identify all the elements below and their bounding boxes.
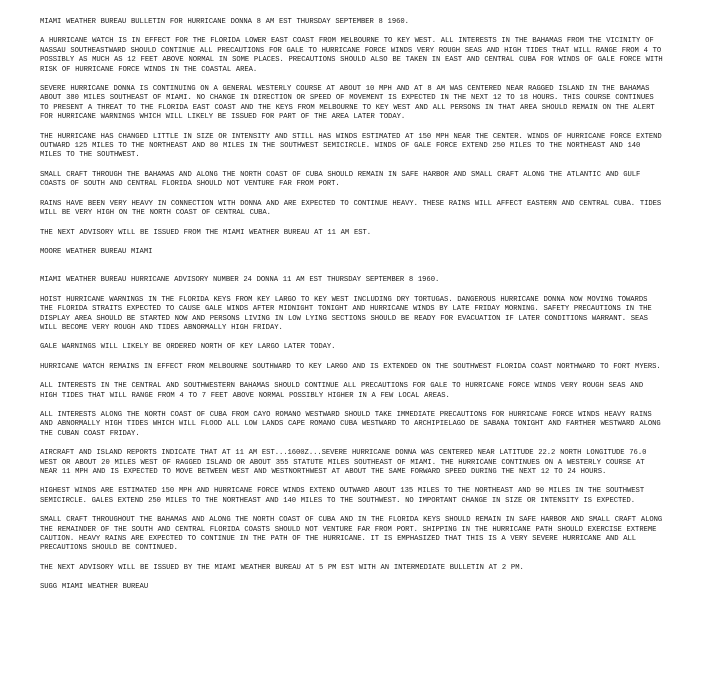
bulletin-8am-paragraph-1: A HURRICANE WATCH IS IN EFFECT FOR THE FLORIDA LOWER EAST COAST FROM MELBOURNE TO KEY WEST. ALL INTERESTS IN THE BAHAMAS FROM THE VICINITY OF NASSAU SOUTHEASTWARD SHOULD CONTINUE ALL PRECAUTIONS FOR GALE TO HURRICANE FORCE WINDS VERY ROUGH SEAS AND HIGH TIDES THAT WILL RANGE FROM 4 TO POSSIBLY AS MUCH AS 12 FEET ABOVE NORMAL IN SOME PLACES. PRECAUTIONS SHOULD ALSO BE TAKEN IN EAST AND CENTRAL CUBA FOR WINDS OF GALE FORCE WITH RISK OF HURRICANE FORCE WINDS IN THE COASTAL AREA. bbox=[40, 37, 663, 74]
advisory-24-signoff: SUGG MIAMI WEATHER BUREAU bbox=[40, 583, 149, 592]
advisory-24-paragraph-3: HURRICANE WATCH REMAINS IN EFFECT FROM MELBOURNE SOUTHWARD TO KEY LARGO AND IS EXTENDED ON THE SOUTHWEST FLORIDA COAST NORTHWARD TO FORT MYERS. bbox=[40, 362, 661, 371]
bulletin-8am-signoff: MOORE WEATHER BUREAU MIAMI bbox=[40, 247, 153, 256]
advisory-24-header: MIAMI WEATHER BUREAU HURRICANE ADVISORY NUMBER 24 DONNA 11 AM EST THURSDAY SEPTEMBER 8 1960. bbox=[40, 276, 440, 285]
bulletin-8am-paragraph-6: THE NEXT ADVISORY WILL BE ISSUED FROM THE MIAMI WEATHER BUREAU AT 11 AM EST. bbox=[40, 228, 372, 237]
bulletin-8am bbox=[40, 18, 664, 257]
advisory-24-paragraph-6: AIRCRAFT AND ISLAND REPORTS INDICATE THAT AT 11 AM EST...1600Z...SEVERE HURRICANE DONNA WAS CENTERED NEAR LATITUDE 22.2 NORTH LONGITUDE 76.0 WEST OR ABOUT 20 MILES WEST OF RAGGED ISLAND OR ABOUT 355 STATUTE MILES SOUTHEAST OF MIAMI. THE HURRICANE CONTINUES ON A WESTERLY COURSE AT NEAR 11 MPH AND IS EXPECTED TO MOVE BETWEEN WEST AND WESTNORTHWEST AT ABOUT THE SAME FORWARD SPEED DURING THE NEXT 12 TO 24 HOURS. bbox=[40, 449, 647, 476]
advisory-24-paragraph-2: GALE WARNINGS WILL LIKELY BE ORDERED NORTH OF KEY LARGO LATER TODAY. bbox=[40, 343, 336, 352]
advisory-24-paragraph-1: HOIST HURRICANE WARNINGS IN THE FLORIDA KEYS FROM KEY LARGO TO KEY WEST INCLUDING DRY TORTUGAS. DANGEROUS HURRICANE DONNA NOW MOVING TOWARDS THE FLORIDA STRAITS EXPECTED TO CAUSE GALE WINDS AFTER MIDNIGHT TONIGHT AND HURRICANE WINDS BY LATE FRIDAY MORNING. SAFETY PRECAUTIONS IN THE DISPLAY AREA SHOULD BE STARTED NOW AND PERSONS LIVING IN LOW LYING SECTIONS SHOULD BE READY FOR EVACUATION IF LATER CONDITIONS WARRANT. SEAS WILL BECOME VERY ROUGH AND TIDES ABNORMALLY HIGH FRIDAY. bbox=[40, 295, 652, 332]
advisory-24-11am bbox=[40, 276, 664, 592]
advisory-24-paragraph-7: HIGHEST WINDS ARE ESTIMATED 150 MPH AND HURRICANE FORCE WINDS EXTEND OUTWARD ABOUT 135 MILES TO THE NORTHEAST AND 90 MILES IN THE SOUTHWEST SEMICIRCLE. GALES EXTEND 250 MILES TO THE NORTHEAST AND 140 MILES TO THE SOUTHWEST. NO IMPORTANT CHANGE IN SIZE OR INTENSITY IS EXPECTED. bbox=[40, 487, 645, 505]
bulletin-8am-paragraph-3: THE HURRICANE HAS CHANGED LITTLE IN SIZE OR INTENSITY AND STILL HAS WINDS ESTIMATED AT 150 MPH NEAR THE CENTER. WINDS OF HURRICANE FORCE EXTEND OUTWARD 125 MILES TO THE NORTHEAST AND 80 MILES IN THE SOUTHWEST SEMICIRCLE. WINDS OF GALE FORCE EXTEND 250 MILES TO THE NORTHEAST AND 140 MILES TO THE SOUTHWEST. bbox=[40, 132, 662, 160]
advisory-24-paragraph-8: SMALL CRAFT THROUGHOUT THE BAHAMAS AND ALONG THE NORTH COAST OF CUBA AND IN THE FLORIDA KEYS SHOULD REMAIN IN SAFE HARBOR AND SMALL CRAFT ALONG THE REMAINDER OF THE SOUTH AND CENTRAL FLORIDA COASTS SHOULD NOT VENTURE FAR FROM PORT. SHIPPING IN THE HURRICANE PATH SHOULD EXERCISE EXTREME CAUTION. HEAVY RAINS ARE EXPECTED TO CONTINUE IN THE PATH OF THE HURRICANE. IT IS EMPHASIZED THAT THIS IS A VERY SEVERE HURRICANE AND ALL PRECAUTIONS SHOULD BE CONTINUED. bbox=[40, 516, 663, 553]
bulletin-8am-paragraph-2: SEVERE HURRICANE DONNA IS CONTINUING ON A GENERAL WESTERLY COURSE AT ABOUT 10 MPH AND AT 8 AM WAS CENTERED NEAR RAGGED ISLAND IN THE BAHAMAS ABOUT 380 MILES SOUTHEAST OF MIAMI. NO CHANGE IN DIRECTION OR SPEED OF MOVEMENT IS EXPECTED IN THE NEXT 12 TO 18 HOURS. THIS COURSE CONTINUES TO PRESENT A THREAT TO THE FLORIDA EAST COAST AND THE KEYS FROM MELBOURNE TO KEY WEST AND ALL PERSONS IN THAT AREA SHOULD REMAIN ON THE ALERT FOR HURRICANE WARNINGS WHICH WILL LIKELY BE ISSUED FOR PART OF THE AREA LATER TODAY. bbox=[40, 85, 655, 122]
advisory-24-paragraph-9: THE NEXT ADVISORY WILL BE ISSUED BY THE MIAMI WEATHER BUREAU AT 5 PM EST WITH AN INTERMEDIATE BULLETIN AT 2 PM. bbox=[40, 563, 524, 572]
bulletin-8am-header: MIAMI WEATHER BUREAU BULLETIN FOR HURRICANE DONNA 8 AM EST THURSDAY SEPTEMBER 8 1960. bbox=[40, 18, 409, 26]
advisory-24-paragraph-4: ALL INTERESTS IN THE CENTRAL AND SOUTHWESTERN BAHAMAS SHOULD CONTINUE ALL PRECAUTIONS FOR GALE TO HURRICANE FORCE WINDS VERY ROUGH SEAS AND HIGH TIDES THAT WILL RANGE FROM 4 TO 7 FEET ABOVE NORMAL POSSIBLY HIGHER IN A FEW LOCAL AREAS. bbox=[40, 382, 644, 400]
advisory-24-paragraph-5: ALL INTERESTS ALONG THE NORTH COAST OF CUBA FROM CAYO ROMANO WESTWARD SHOULD TAKE IMMEDIATE PRECAUTIONS FOR HURRICANE FORCE WINDS HEAVY RAINS AND ABNORMALLY HIGH TIDES WHICH WILL FLOOD ALL LOW LANDS CAPE ROMANO CUBA WESTWARD TO ARCHIPIELAGO DE SABANA TONIGHT AND FARTHER WESTWARD ALONG THE CUBAN COAST FRIDAY. bbox=[40, 410, 661, 438]
bulletin-8am-paragraph-5: RAINS HAVE BEEN VERY HEAVY IN CONNECTION WITH DONNA AND ARE EXPECTED TO CONTINUE HEAVY. THESE RAINS WILL AFFECT EASTERN AND CENTRAL CUBA. TIDES WILL BE VERY HIGH ON THE NORTH COAST OF CENTRAL CUBA. bbox=[40, 199, 662, 218]
bulletin-8am-paragraph-4: SMALL CRAFT THROUGH THE BAHAMAS AND ALONG THE NORTH COAST OF CUBA SHOULD REMAIN IN SAFE HARBOR AND SMALL CRAFT ALONG THE ATLANTIC AND GULF COASTS OF SOUTH AND CENTRAL FLORIDA SHOULD NOT VENTURE FAR FROM PORT. bbox=[40, 170, 641, 189]
document-page bbox=[40, 18, 664, 612]
